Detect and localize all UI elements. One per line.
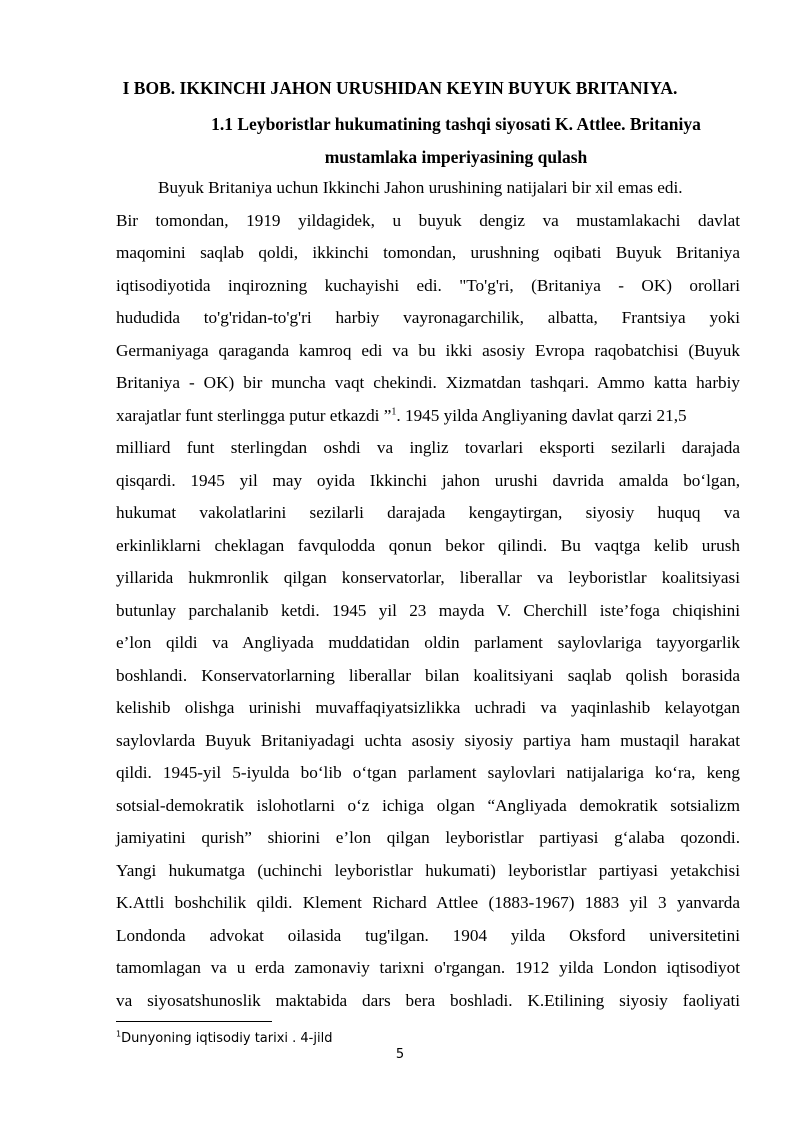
body-line: butunlay parchalanib ketdi. 1945 yil 23 mayda V. Cherchill iste’foga chiqishini <box>116 600 740 620</box>
footnote-number: 1 <box>116 1029 122 1039</box>
body-line-segment: xarajatlar funt sterlingga putur etkazdi ” <box>116 405 392 425</box>
body-line: kelishib olishga urinishi muvaffaqiyatsizlikka uchradi va yaqinlashib kelayotgan <box>116 698 740 717</box>
body-line: erkinliklarni cheklagan favqulodda qonun bekor qilindi. Bu vaqtga kelib urush <box>116 535 740 555</box>
footnote-text: Dunyoning iqtisodiy tarixi . 4-jild <box>121 1031 333 1046</box>
body-line: va siyosatshunoslik maktabida dars bera boshladi. K.Etilining siyosiy faoliyati <box>116 990 740 1010</box>
body-line: milliard funt sterlingdan oshdi va ingliz tovarlari eksporti sezilarli darajada <box>116 438 740 457</box>
body-line: hukumat vakolatlarini sezilarli darajada kengaytirgan, siyosiy huquq va <box>116 503 740 522</box>
body-paragraph <box>116 172 740 1017</box>
body-line: K.Attli boshchilik qildi. Klement Richard Attlee (1883-1967) 1883 yil 3 yanvarda <box>116 893 740 912</box>
body-line-with-footnote-ref <box>116 400 740 433</box>
footnote <box>116 1030 332 1047</box>
body-line: Britaniya - OK) bir muncha vaqt chekindi. Xizmatdan tashqari. Ammo katta harbiy <box>116 373 740 392</box>
body-line: saylovlarda Buyuk Britaniyadagi uchta asosiy siyosiy partiya ham mustaqil harakat <box>116 730 740 750</box>
body-line: Bir tomondan, 1919 yildagidek, u buyuk dengiz va mustamlakachi davlat <box>116 210 740 230</box>
footnote-separator <box>116 1021 272 1022</box>
section-heading-line-1: 1.1 Leyboristlar hukumatining tashqi siyosati K. Attlee. Britaniya <box>211 114 701 134</box>
body-line: hududida to'g'ridan-to'g'ri harbiy vayronagarchilik, albatta, Frantsiya yoki <box>116 308 740 327</box>
body-line: Germaniyaga qaraganda kamroq edi va bu ikki asosiy Evropa raqobatchisi (Buyuk <box>116 340 740 360</box>
body-line: tamomlagan va u erda zamonaviy tarixni o'rgangan. 1912 yilda London iqtisodiyot <box>116 958 740 977</box>
body-line: boshlandi. Konservatorlarning liberallar bilan koalitsiyani saqlab qolish borasida <box>116 665 740 685</box>
body-line: jamiyatini qurish” shiorini e’lon qilgan leyboristlar partiyasi g‘alaba qozondi. <box>116 828 740 847</box>
body-line: yillarida hukmronlik qilgan konservatorlar, liberallar va leyboristlar koalitsiyasi <box>116 568 740 587</box>
body-line: sotsial-demokratik islohotlarni o‘z ichiga olgan “Angliyada demokratik sotsializm <box>116 795 740 815</box>
body-line: maqomini saqlab qoldi, ikkinchi tomondan, urushning oqibati Buyuk Britaniya <box>116 243 740 262</box>
body-line: iqtisodiyotida inqirozning kuchayishi edi. "To'g'ri, (Britaniya - OK) orollari <box>116 275 740 295</box>
chapter-heading: I BOB. IKKINCHI JAHON URUSHIDAN KEYIN BUYUK BRITANIYA. <box>122 78 678 98</box>
body-line-segment: . 1945 yilda Angliyaning davlat qarzi 21,5 <box>396 405 687 425</box>
body-line: qisqardi. 1945 yil may oyida Ikkinchi jahon urushi davrida amalda bo‘lgan, <box>116 470 740 490</box>
page-number: 5 <box>395 1047 405 1062</box>
section-heading-line-2: mustamlaka imperiyasining qulash <box>324 147 588 167</box>
body-line: qildi. 1945-yil 5-iyulda bo‘lib o‘tgan parlament saylovlari natijalariga ko‘ra, keng <box>116 763 740 782</box>
section-heading <box>112 108 800 174</box>
body-line: Londonda advokat oilasida tug'ilgan. 1904 yilda Oksford universitetini <box>116 925 740 945</box>
body-line: Yangi hukumatga (uchinchi leyboristlar hukumati) leyboristlar partiyasi yetakchisi <box>116 860 740 880</box>
body-line: Buyuk Britaniya uchun Ikkinchi Jahon urushining natijalari bir xil emas edi. <box>158 178 683 197</box>
body-line: e’lon qildi va Angliyada muddatidan oldin parlament saylovlariga tayyorgarlik <box>116 633 740 652</box>
footnote-reference: 1 <box>391 405 397 417</box>
